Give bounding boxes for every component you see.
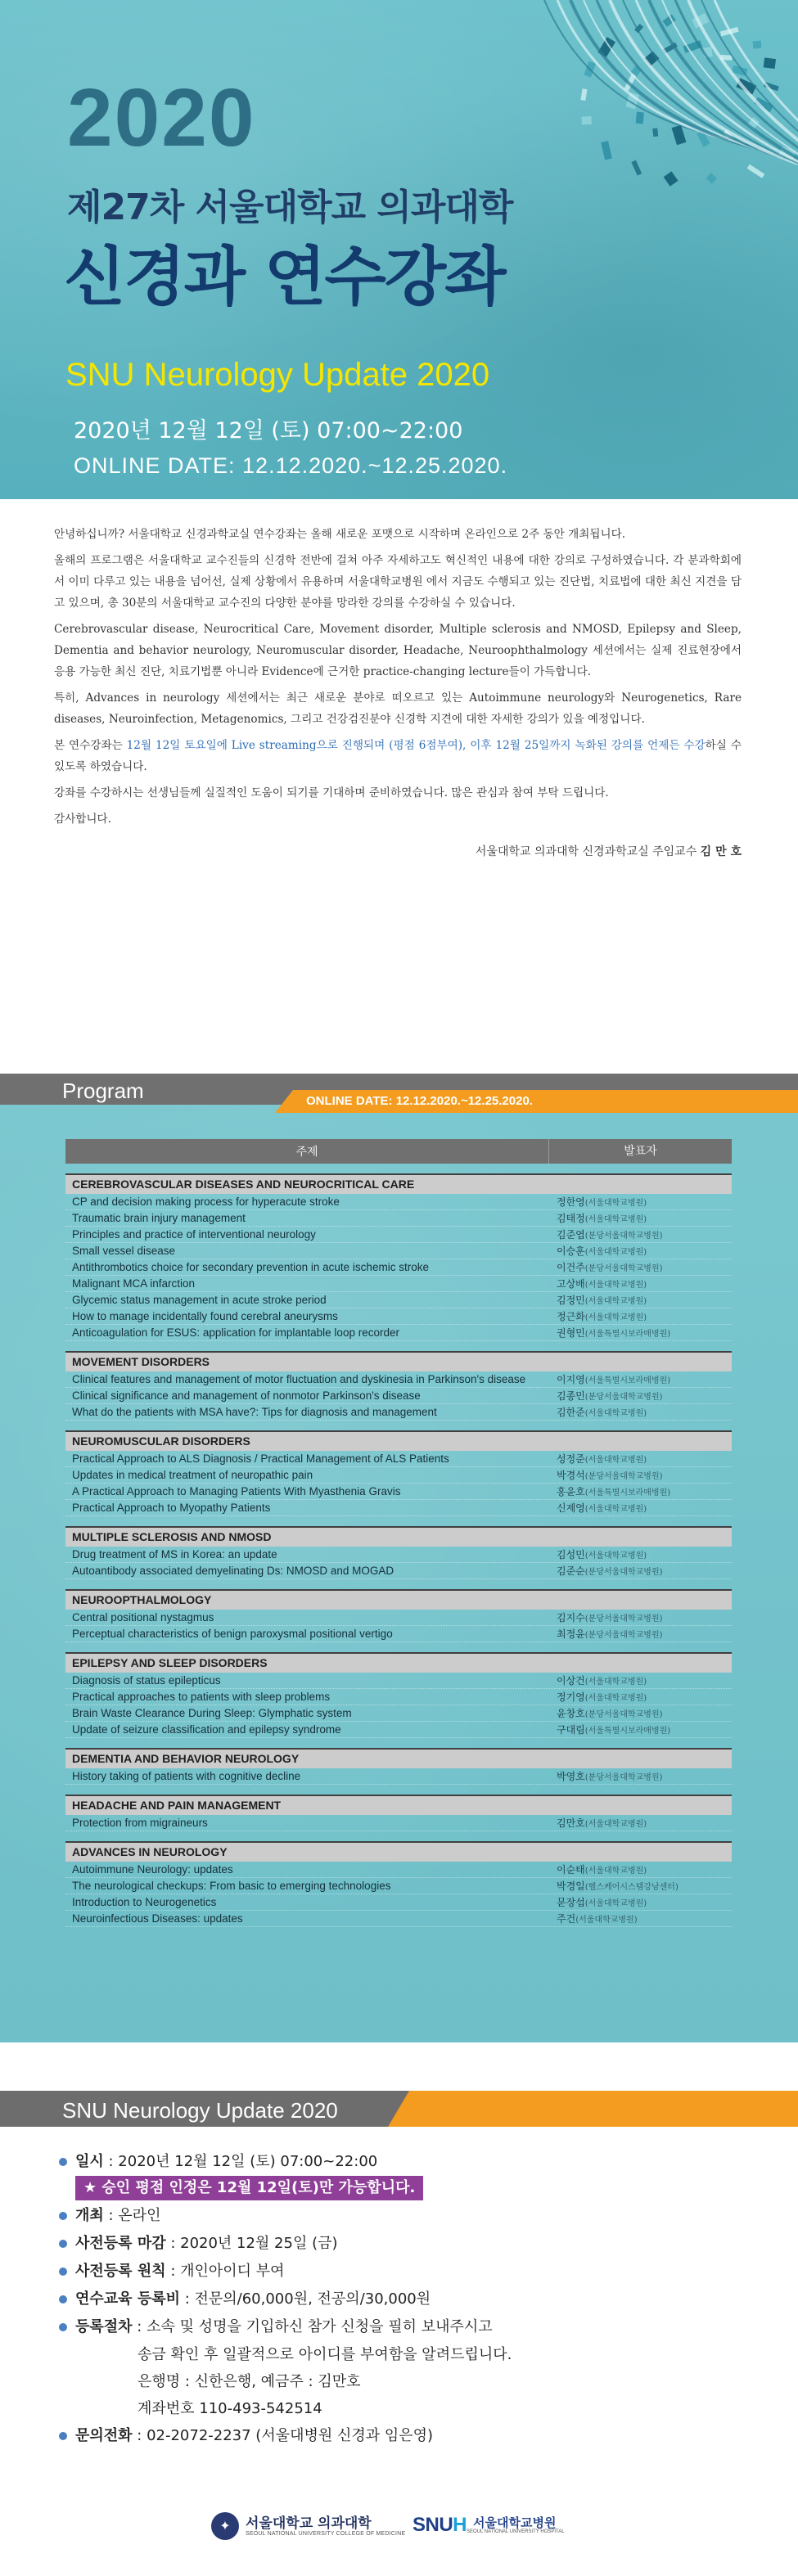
bullet-icon (59, 2323, 67, 2331)
info-item-fee (57, 2286, 745, 2313)
speaker-name: 이상건 (557, 1675, 585, 1687)
speaker-affiliation: (서울대학교병원) (584, 1297, 647, 1306)
intro-paragraph (54, 735, 742, 777)
footer-logos (0, 2504, 798, 2553)
info-item-host (57, 2202, 745, 2230)
program-sections (65, 1173, 732, 1927)
intro-paragraph: Cerebrovascular disease, Neurocritical Care, Movement disorder, Multiple sclerosis and NMOSD, Epilepsy and Sleep, Dementia and behavior neurology, Neuromuscular disorder, Headache, Neuroophthalmology 세션에서는 실제 진료현장에서 응용 가능한 최신 진단, 치료기법뿐 아니라 Evidence에 근거한 practice-changing lecture들이 가득합니다. (54, 623, 742, 678)
intro-letter (54, 524, 742, 862)
speaker-affiliation: (분당서울대학교병원) (584, 1710, 663, 1719)
program-row (65, 1243, 732, 1259)
event-date: 2020년 12월 12일 (토) 07:00~22:00 (74, 418, 463, 444)
session-title: NEUROMUSCULAR DISORDERS (65, 1430, 732, 1451)
speaker-affiliation: (분당서울대학교병원) (584, 1631, 663, 1640)
speaker-name: 정한영 (557, 1196, 585, 1208)
snuh-mark-a: SNU (413, 2514, 453, 2536)
snuh-mark-b: H (453, 2514, 467, 2536)
program-row (65, 1626, 732, 1642)
session-title: CEREBROVASCULAR DISEASES AND NEUROCRITICAL CARE (65, 1173, 732, 1194)
info-item-date (57, 2148, 745, 2176)
registration-info (57, 2148, 745, 2450)
speaker-name: 김지수 (557, 1612, 585, 1624)
decorative-tile (706, 173, 717, 183)
lecture-topic: Autoantibody associated demyelinating Ds: NMOSD and MOGAD (72, 1565, 394, 1577)
lecture-speaker (557, 1501, 732, 1515)
lecture-speaker (557, 1195, 732, 1209)
credit-notice: ★ 승인 평점 인정은 12월 12일(토)만 가능합니다. (75, 2176, 423, 2200)
speaker-affiliation: (서울대학교병원) (584, 1456, 647, 1465)
speaker-affiliation: (서울대학교병원) (584, 1820, 647, 1829)
program-row (65, 1484, 732, 1500)
lecture-speaker (557, 1862, 732, 1876)
lecture-speaker (557, 1389, 732, 1403)
lecture-speaker (557, 1816, 732, 1830)
bank-account: 계좌번호 110-493-542514 (138, 2400, 322, 2417)
bullet-icon (59, 2158, 67, 2166)
speaker-name: 이승훈 (557, 1245, 585, 1257)
intro-paragraph: 감사합니다. (54, 813, 111, 826)
lecture-topic: Clinical significance and management of nonmotor Parkinson's disease (72, 1389, 421, 1402)
program-section (0, 1074, 798, 2042)
program-row (65, 1689, 732, 1705)
lecture-speaker (557, 1309, 732, 1323)
decorative-tile (582, 116, 592, 124)
speaker-name: 김한준 (557, 1407, 585, 1418)
program-row (65, 1722, 732, 1738)
program-section-block (65, 1430, 732, 1516)
speaker-affiliation: (서울대학교병원) (584, 1313, 647, 1322)
decorative-tile (764, 57, 776, 69)
speaker-affiliation: (서울대학교병원) (584, 1199, 647, 1208)
decorative-tile (753, 41, 762, 49)
program-row (65, 1894, 732, 1911)
lecture-topic: Clinical features and management of motor fluctuation and dyskinesia in Parkinson's disease (72, 1373, 526, 1385)
speaker-name: 윤창호 (557, 1708, 585, 1719)
info-value: : 온라인 (103, 2207, 161, 2224)
program-section-block (65, 1351, 732, 1421)
lecture-topic: Introduction to Neurogenetics (72, 1896, 217, 1908)
lecture-speaker (557, 1227, 732, 1241)
speaker-affiliation: (분당서울대학교병원) (584, 1615, 663, 1624)
event-title-line1: 제27차 서울대학교 의과대학 (67, 187, 513, 228)
program-header-bar (0, 1074, 798, 1110)
decorative-tile (664, 171, 679, 186)
speaker-name: 최정윤 (557, 1628, 585, 1640)
speaker-affiliation: (서울대학교병원) (584, 1551, 647, 1560)
speaker-affiliation: (분당서울대학교병원) (584, 1232, 663, 1241)
lecture-speaker (557, 1277, 732, 1290)
session-title: ADVANCES IN NEUROLOGY (65, 1841, 732, 1862)
lecture-speaker (557, 1260, 732, 1274)
speaker-name: 정기영 (557, 1691, 585, 1703)
speaker-name: 고상배 (557, 1278, 585, 1290)
program-section-block (65, 1526, 732, 1579)
program-section-block (65, 1652, 732, 1738)
intro-paragraph: 특히, Advances in neurology 세션에서는 최근 새로운 분야로 떠오르고 있는 Autoimmune neurology와 Neurogenetics, Rare diseases, Neuroinfection, Metagenomics, 그리고 건강검진분야 신경학 지견에 대한 자세한 강의가 있을 예정입니다. (54, 691, 742, 726)
speaker-name: 박경석 (557, 1470, 585, 1481)
speaker-name: 홍윤호 (557, 1486, 585, 1497)
lecture-topic: CP and decision making process for hyperacute stroke (72, 1196, 340, 1208)
program-row (65, 1862, 732, 1878)
program-row (65, 1451, 732, 1467)
lecture-topic: Practical Approach to ALS Diagnosis / Practical Management of ALS Patients (72, 1452, 449, 1465)
program-row (65, 1768, 732, 1785)
speaker-affiliation: (서울대학교병원) (584, 1867, 647, 1876)
signature (54, 841, 742, 862)
program-section-block (65, 1841, 732, 1927)
program-row (65, 1194, 732, 1210)
lecture-speaker (557, 1895, 732, 1909)
lecture-speaker (557, 1723, 732, 1736)
lecture-topic: Small vessel disease (72, 1245, 176, 1257)
column-header-speaker: 발표자 (548, 1139, 732, 1164)
lecture-speaker (557, 1879, 732, 1893)
lecture-speaker (557, 1452, 732, 1466)
program-section-block (65, 1589, 732, 1642)
snuh-sub: SEOUL NATIONAL UNIVERSITY HOSPITAL (467, 2529, 565, 2534)
intro-paragraph: 올해의 프로그램은 서울대학교 교수진들의 신경학 전반에 걸쳐 아주 자세하고도 혁신적인 내용에 대한 강의로 구성하였습니다. 각 분과학회에서 이미 다루고 있는 내용을 넘어선, 실제 상황에서 유용하며 서울대학교병원 에서 지금도 수행되고 있는 진단법, 치료법에 대한 최신 지견을 담고 있으며, 총 30분의 서울대학교 교수진의 다양한 분야를 망라한 강의를 수강하실 수 있습니다. (54, 554, 742, 610)
decorative-tile (652, 128, 658, 137)
lecture-topic: How to manage incidentally found cerebral aneurysms (72, 1310, 338, 1322)
program-row (65, 1673, 732, 1689)
decorative-tile (580, 88, 587, 101)
speaker-name: 주건 (557, 1913, 576, 1925)
lecture-topic: The neurological checkups: From basic to emerging technologies (72, 1880, 391, 1892)
speaker-name: 김정민 (557, 1295, 585, 1306)
lecture-topic: Antithrombotics choice for secondary prevention in acute ischemic stroke (72, 1261, 429, 1273)
procedure-line: 은행명 : 신한은행, 예금주 : 김만호 (138, 2373, 361, 2390)
lecture-topic: Practical Approach to Myopathy Patients (72, 1502, 271, 1514)
program-row (65, 1610, 732, 1626)
info-label: 연수교육 등록비 (75, 2290, 180, 2308)
lecture-speaker (557, 1405, 732, 1419)
speaker-name: 문장섭 (557, 1897, 585, 1908)
program-online-date: ONLINE DATE: 12.12.2020.~12.25.2020. (306, 1094, 533, 1108)
program-row (65, 1911, 732, 1927)
info-value: : 개인아이디 부여 (165, 2263, 285, 2280)
program-section-block (65, 1173, 732, 1341)
lecture-topic: Brain Waste Clearance During Sleep: Glymphatic system (72, 1707, 352, 1719)
snu-medicine-logo (211, 2512, 405, 2540)
info-value: : 전문의/60,000원, 전공의/30,000원 (179, 2290, 431, 2308)
program-section-block (65, 1795, 732, 1831)
lecture-topic: History taking of patients with cognitive decline (72, 1770, 301, 1782)
lecture-topic: Perceptual characteristics of benign paroxysmal positional vertigo (72, 1628, 393, 1640)
speaker-name: 이건주 (557, 1262, 585, 1273)
intro-text: 하실 수 있도록 하였습니다. (54, 739, 742, 773)
event-online-date: ONLINE DATE: 12.12.2020.~12.25.2020. (74, 453, 508, 478)
lecture-speaker (557, 1912, 732, 1925)
decorative-tile (747, 164, 765, 178)
bullet-icon (59, 2268, 67, 2276)
program-row (65, 1276, 732, 1292)
session-title: MOVEMENT DISORDERS (65, 1351, 732, 1371)
snuh-name: 서울대학교병원 (473, 2515, 557, 2530)
lecture-topic: A Practical Approach to Managing Patients With Myasthenia Gravis (72, 1485, 401, 1497)
program-row (65, 1815, 732, 1831)
program-row (65, 1563, 732, 1579)
intro-paragraph: 안녕하십니까? 서울대학교 신경과학교실 연수강좌는 올해 새로운 포맷으로 시작하며 온라인으로 2주 동안 개최됩니다. (54, 528, 626, 541)
speaker-name: 이순태 (557, 1864, 585, 1876)
event-title-line2: 신경과 연수강좌 (64, 241, 505, 314)
speaker-affiliation: (서울대학교병원) (584, 1409, 647, 1418)
signature-name: 김 만 호 (700, 845, 742, 858)
lecture-speaker (557, 1627, 732, 1641)
lecture-topic: Practical approaches to patients with sleep problems (72, 1691, 331, 1703)
lecture-speaker (557, 1484, 732, 1498)
info-item-principle (57, 2258, 745, 2286)
info-label: 등록절차 (75, 2318, 133, 2335)
intro-text: 본 연수강좌는 (54, 739, 127, 752)
lecture-speaker (557, 1211, 732, 1225)
info-value: : 02-2072-2237 (서울대병원 신경과 임은영) (132, 2427, 434, 2444)
program-row (65, 1325, 732, 1341)
lecture-topic: Anticoagulation for ESUS: application for implantable loop recorder (72, 1326, 399, 1339)
speaker-name: 김준순 (557, 1565, 585, 1577)
session-title: MULTIPLE SCLEROSIS AND NMOSD (65, 1526, 732, 1547)
speaker-name: 신제영 (557, 1502, 585, 1514)
info-item-procedure (57, 2313, 745, 2341)
speaker-affiliation: (서울특별시보라매병원) (584, 1376, 671, 1385)
speaker-name: 김만호 (557, 1817, 585, 1829)
speaker-name: 구대림 (557, 1724, 585, 1736)
lecture-speaker (557, 1468, 732, 1482)
bullet-icon (59, 2432, 67, 2440)
program-row (65, 1878, 732, 1894)
speaker-name: 이지영 (557, 1374, 585, 1385)
lecture-speaker (557, 1673, 732, 1687)
speaker-name: 성정준 (557, 1453, 585, 1465)
speaker-affiliation: (서울대학교병원) (584, 1505, 647, 1514)
speaker-name: 박경일 (557, 1880, 585, 1892)
snu-medicine-sub: SEOUL NATIONAL UNIVERSITY COLLEGE OF MEDICINE (246, 2530, 406, 2537)
speaker-affiliation: (서울대학교병원) (584, 1694, 647, 1703)
speaker-affiliation: (분당서울대학교병원) (584, 1773, 663, 1782)
speaker-affiliation: (분당서울대학교병원) (584, 1472, 663, 1481)
program-row (65, 1467, 732, 1484)
lecture-topic: Autoimmune Neurology: updates (72, 1863, 233, 1876)
lecture-speaker (557, 1547, 732, 1561)
lecture-speaker (557, 1326, 732, 1340)
session-title: EPILEPSY AND SLEEP DISORDERS (65, 1652, 732, 1673)
speaker-affiliation: (서울특별시보라매병원) (584, 1488, 671, 1497)
speaker-affiliation: (서울대학교병원) (575, 1916, 638, 1925)
program-row (65, 1227, 732, 1243)
event-subtitle-en: SNU Neurology Update 2020 (65, 357, 490, 393)
lecture-speaker (557, 1293, 732, 1307)
program-row (65, 1210, 732, 1227)
speaker-affiliation: (서울대학교병원) (584, 1248, 647, 1257)
speaker-name: 권형민 (557, 1327, 585, 1339)
info-value: : 2020년 12월 25일 (금) (165, 2235, 338, 2252)
info-header-bar (0, 2091, 798, 2130)
speaker-name: 김성민 (557, 1549, 585, 1560)
lecture-speaker (557, 1244, 732, 1258)
session-title: DEMENTIA AND BEHAVIOR NEUROLOGY (65, 1748, 732, 1768)
lecture-speaker (557, 1372, 732, 1386)
speaker-affiliation: (서울대학교병원) (584, 1678, 647, 1687)
info-title: SNU Neurology Update 2020 (62, 2098, 338, 2123)
snuh-logo (413, 2514, 565, 2537)
speaker-affiliation: (헬스케어시스템강남센터) (584, 1883, 679, 1892)
lecture-topic: Malignant MCA infarction (72, 1277, 196, 1290)
speaker-affiliation: (서울특별시보라매병원) (584, 1330, 671, 1339)
info-label: 사전등록 마감 (75, 2235, 166, 2252)
lecture-speaker (557, 1610, 732, 1624)
lecture-topic: Update of seizure classification and epilepsy syndrome (72, 1723, 341, 1736)
signature-title: 서울대학교 의과대학 신경과학교실 주임교수 (475, 845, 701, 858)
lecture-topic: Drug treatment of MS in Korea: an update (72, 1548, 277, 1560)
program-row (65, 1371, 732, 1388)
decorative-tile (672, 125, 687, 146)
program-row (65, 1705, 732, 1722)
bullet-icon (59, 2240, 67, 2248)
lecture-topic: Glycemic status management in acute stroke period (72, 1294, 327, 1306)
program-title: Program (62, 1079, 144, 1103)
info-value: : 2020년 12월 12일 (토) 07:00~22:00 (103, 2153, 378, 2170)
speaker-affiliation: (서울대학교병원) (584, 1215, 647, 1224)
session-title: NEUROOPTHALMOLOGY (65, 1589, 732, 1610)
lecture-speaker (557, 1690, 732, 1704)
info-label: 문의전화 (75, 2427, 133, 2444)
session-title: HEADACHE AND PAIN MANAGEMENT (65, 1795, 732, 1815)
event-year: 2020 (67, 72, 256, 164)
program-row (65, 1404, 732, 1421)
speaker-name: 정근화 (557, 1311, 585, 1322)
program-row (65, 1308, 732, 1325)
snu-medicine-name: 서울대학교 의과대학 (246, 2515, 372, 2532)
program-table-header (65, 1139, 732, 1164)
column-header-topic: 주제 (295, 1146, 318, 1159)
info-label: 개최 (75, 2207, 104, 2224)
intro-paragraph: 강좌를 수강하시는 선생님들께 실질적인 도움이 되기를 기대하며 준비하였습니다. 많은 관심과 참여 부탁 드립니다. (54, 786, 609, 799)
bullet-icon (59, 2295, 67, 2304)
procedure-line: 송금 확인 후 일괄적으로 아이디를 부여함을 알려드립니다. (138, 2346, 512, 2363)
snu-emblem-icon: ✦ (211, 2512, 239, 2540)
info-label: 일시 (75, 2153, 104, 2170)
program-row (65, 1500, 732, 1516)
intro-highlight: 12월 12일 토요일에 Live streaming으로 진행되며 (평점 6점부여), 이후 12월 25일까지 녹화된 강의를 언제든 수강 (126, 739, 706, 752)
lecture-topic: Neuroinfectious Diseases: updates (72, 1912, 243, 1925)
speaker-name: 박영호 (557, 1771, 585, 1782)
info-label: 사전등록 원칙 (75, 2263, 166, 2280)
info-value: : 소속 및 성명을 기입하신 참가 신청을 필히 보내주시고 (132, 2318, 493, 2335)
program-table (65, 1139, 732, 1927)
speaker-affiliation: (서울대학교병원) (584, 1281, 647, 1290)
lecture-topic: What do the patients with MSA have?: Tips for diagnosis and management (72, 1406, 437, 1418)
lecture-topic: Principles and practice of interventional neurology (72, 1228, 316, 1241)
decorative-tile (636, 112, 644, 124)
speaker-affiliation: (서울특별시보라매병원) (584, 1727, 671, 1736)
decorative-tile (601, 141, 612, 160)
speaker-name: 김준엽 (557, 1229, 585, 1241)
info-bar-orange (388, 2091, 798, 2127)
header-banner (0, 0, 798, 499)
speaker-affiliation: (분당서울대학교병원) (584, 1393, 663, 1402)
lecture-topic: Diagnosis of status epilepticus (72, 1674, 221, 1687)
program-row (65, 1547, 732, 1563)
program-row (65, 1292, 732, 1308)
decorative-tile (631, 160, 642, 176)
program-row (65, 1259, 732, 1276)
speaker-name: 김종민 (557, 1390, 585, 1402)
lecture-speaker (557, 1769, 732, 1783)
lecture-speaker (557, 1706, 732, 1720)
speaker-name: 김태정 (557, 1213, 585, 1224)
program-row (65, 1388, 732, 1404)
lecture-topic: Traumatic brain injury management (72, 1212, 246, 1224)
lecture-speaker (557, 1564, 732, 1578)
program-section-block (65, 1748, 732, 1785)
bullet-icon (59, 2212, 67, 2220)
lecture-topic: Protection from migraineurs (72, 1817, 208, 1829)
speaker-affiliation: (분당서울대학교병원) (584, 1568, 663, 1577)
snuh-mark (413, 2514, 467, 2537)
lecture-topic: Central positional nystagmus (72, 1611, 214, 1624)
speaker-affiliation: (분당서울대학교병원) (584, 1264, 663, 1273)
speaker-affiliation: (서울대학교병원) (584, 1899, 647, 1908)
lecture-topic: Updates in medical treatment of neuropathic pain (72, 1469, 313, 1481)
info-item-deadline (57, 2230, 745, 2258)
info-item-contact (57, 2422, 745, 2450)
